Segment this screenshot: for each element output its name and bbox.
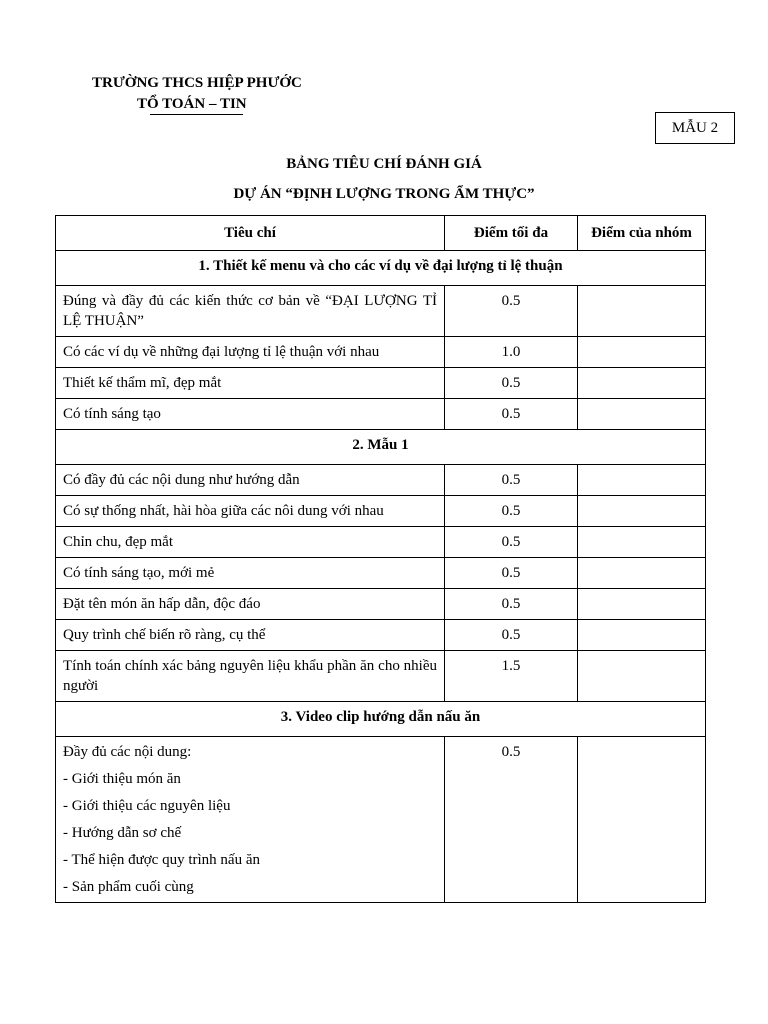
group-score-cell [578,496,706,527]
table-row [56,286,706,337]
document-subtitle: DỰ ÁN “ĐỊNH LƯỢNG TRONG ẨM THỰC” [233,186,535,202]
document-title: BẢNG TIÊU CHÍ ĐÁNH GIÁ [286,156,482,172]
group-score-cell [578,286,706,337]
header-max-score: Điểm tối đa [445,216,578,251]
section-title: 3. Video clip hướng dẫn nấu ăn [56,702,706,737]
criterion-cell: Có tính sáng tạo, mới mẻ [56,558,445,589]
criterion-cell: Có sự thống nhất, hài hòa giữa các nôi dung với nhau [56,496,445,527]
group-score-cell [578,465,706,496]
max-score-cell: 0.5 [445,496,578,527]
criterion-subitem: - Thể hiện được quy trình nấu ăn [63,852,260,868]
header-group-score: Điểm của nhóm [578,216,706,251]
group-score-cell [578,651,706,702]
criterion-subitem: - Giới thiệu các nguyên liệu [63,798,231,814]
table-row [56,368,706,399]
group-score-cell [578,737,706,903]
group-score-cell [578,337,706,368]
criterion-cell [56,737,445,903]
table-row [56,589,706,620]
section-title: 2. Mẫu 1 [56,430,706,465]
criterion-cell: Đúng và đầy đủ các kiến thức cơ bản về “ĐẠI LƯỢNG TỈ LỆ THUẬN” [56,286,445,337]
max-score-cell: 0.5 [445,286,578,337]
department-underline [150,114,243,115]
criterion-subitem: - Sản phẩm cuối cùng [63,879,194,895]
criterion-cell: Có các ví dụ về những đại lượng tỉ lệ thuận với nhau [56,337,445,368]
criterion-cell: Thiết kế thẩm mĩ, đẹp mắt [56,368,445,399]
max-score-cell: 0.5 [445,558,578,589]
table-row [56,651,706,702]
criterion-subitem: - Giới thiệu món ăn [63,771,181,787]
criterion-cell: Tính toán chính xác bảng nguyên liệu khẩu phần ăn cho nhiều người [56,651,445,702]
criterion-heading: Đầy đủ các nội dung: [63,744,192,760]
max-score-cell: 0.5 [445,399,578,430]
criterion-cell: Có đầy đủ các nội dung như hướng dẫn [56,465,445,496]
section-row [56,251,706,286]
school-name: TRƯỜNG THCS HIỆP PHƯỚC [92,75,302,91]
section-row [56,702,706,737]
max-score-cell: 1.5 [445,651,578,702]
group-score-cell [578,558,706,589]
table-row [56,558,706,589]
header-criterion: Tiêu chí [56,216,445,251]
group-score-cell [578,368,706,399]
table-row [56,737,706,903]
criteria-table [55,215,706,903]
group-score-cell [578,620,706,651]
table-row [56,527,706,558]
form-label-box [655,112,735,144]
table-header-row [56,216,706,251]
criterion-cell: Đặt tên món ăn hấp dẫn, độc đáo [56,589,445,620]
max-score-cell: 0.5 [445,527,578,558]
max-score-cell: 0.5 [445,737,578,903]
group-score-cell [578,399,706,430]
max-score-cell: 0.5 [445,620,578,651]
criterion-cell: Có tính sáng tạo [56,399,445,430]
max-score-cell: 0.5 [445,589,578,620]
table-row [56,399,706,430]
group-score-cell [578,527,706,558]
max-score-cell: 0.5 [445,368,578,399]
table-row [56,496,706,527]
group-score-cell [578,589,706,620]
form-label: MẪU 2 [671,119,719,136]
criterion-cell: Quy trình chế biến rõ ràng, cụ thể [56,620,445,651]
section-title: 1. Thiết kế menu và cho các ví dụ về đại lượng tỉ lệ thuận [56,251,706,286]
max-score-cell: 0.5 [445,465,578,496]
table-row [56,465,706,496]
max-score-cell: 1.0 [445,337,578,368]
criterion-subitem: - Hướng dẫn sơ chế [63,825,182,841]
section-row [56,430,706,465]
criterion-cell: Chỉn chu, đẹp mắt [56,527,445,558]
department-name: TỔ TOÁN – TIN [137,96,247,112]
table-row [56,620,706,651]
table-row [56,337,706,368]
